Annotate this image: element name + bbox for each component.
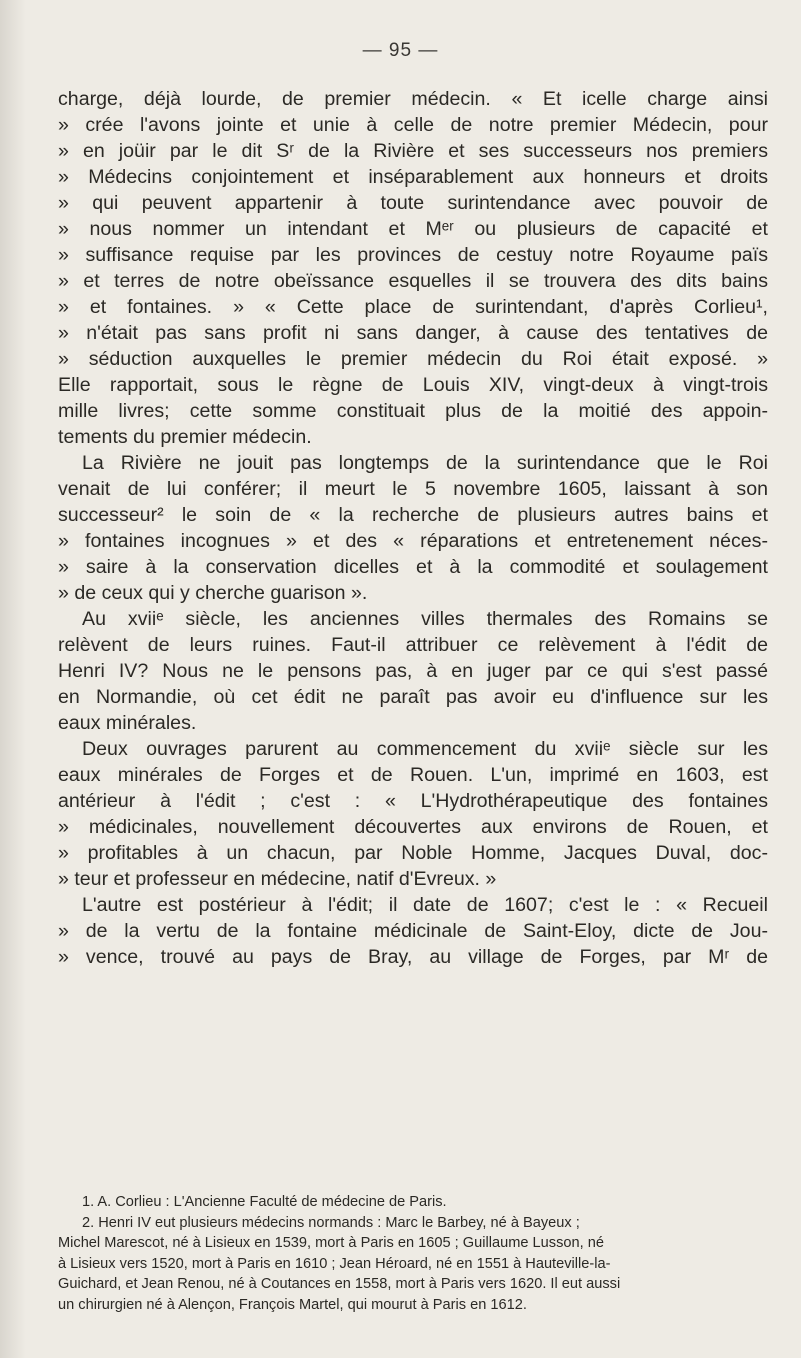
text-line: » séduction auxquelles le premier médecin du Roi était exposé. » [58, 348, 768, 370]
text-line: » crée l'avons jointe et unie à celle de notre premier Médecin, pour [58, 114, 768, 136]
text-line: Elle rapportait, sous le règne de Louis XIV, vingt-deux à vingt-trois [58, 374, 768, 396]
text-line: » teur et professeur en médecine, natif d'Evreux. » [58, 868, 497, 890]
text-line: relèvent de leurs ruines. Faut-il attribuer ce relèvement à l'édit de [58, 634, 768, 656]
text-line: » Médecins conjointement et inséparablement aux honneurs et droits [58, 166, 768, 188]
text-line: successeur² le soin de « la recherche de plusieurs autres bains et [58, 504, 768, 526]
text-line: » de la vertu de la fontaine médicinale de Saint-Eloy, dicte de Jou- [58, 920, 768, 942]
text-line: » et fontaines. » « Cette place de surintendant, d'après Corlieu¹, [58, 296, 768, 318]
text-line: eaux minérales de Forges et de Rouen. L'un, imprimé en 1603, est [58, 764, 768, 786]
text-line: » et terres de notre obeïssance esquelles il se trouvera des dits bains [58, 270, 768, 292]
text-line: » saire à la conservation dicelles et à la commodité et soulagement [58, 556, 768, 578]
text-line: » fontaines incognues » et des « réparations et entretenement néces- [58, 530, 768, 552]
text-line: venait de lui conférer; il meurt le 5 novembre 1605, laissant à son [58, 478, 768, 500]
text-line: » qui peuvent appartenir à toute surintendance avec pouvoir de [58, 192, 768, 214]
paragraph-start: Au xviiᵉ siècle, les anciennes villes thermales des Romains se [82, 608, 768, 630]
footnote-1: 1. A. Corlieu : L'Ancienne Faculté de médecine de Paris. [82, 1194, 447, 1210]
text-line: » suffisance requise par les provinces de cestuy notre Royaume païs [58, 244, 768, 266]
text-line: antérieur à l'édit ; c'est : « L'Hydrothérapeutique des fontaines [58, 790, 768, 812]
text-line: » de ceux qui y cherche guarison ». [58, 582, 368, 604]
footnote-line: à Lisieux vers 1520, mort à Paris en 1610 ; Jean Héroard, né en 1551 à Hauteville-la- [58, 1255, 611, 1272]
paragraph-start: La Rivière ne jouit pas longtemps de la surintendance que le Roi [82, 452, 768, 474]
text-line: » nous nommer un intendant et Mᵉʳ ou plusieurs de capacité et [58, 218, 768, 240]
text-line: » en joüir par le dit Sʳ de la Rivière et ses successeurs nos premiers [58, 140, 768, 162]
text-line: mille livres; cette somme constituait plus de la moitié des appoin- [58, 400, 768, 422]
text-line: en Normandie, où cet édit ne paraît pas avoir eu d'influence sur les [58, 686, 768, 708]
page-number: — 95 — [362, 40, 439, 61]
footnote-2: 2. Henri IV eut plusieurs médecins normands : Marc le Barbey, né à Bayeux ; [82, 1214, 580, 1231]
footnote-line: Guichard, et Jean Renou, né à Coutances en 1558, mort à Paris vers 1620. Il eut aussi [58, 1276, 621, 1292]
text-line: charge, déjà lourde, de premier médecin. « Et icelle charge ainsi [58, 88, 768, 110]
footnote-line: Michel Marescot, né à Lisieux en 1539, mort à Paris en 1605 ; Guillaume Lusson, né [58, 1235, 604, 1251]
text-line: Henri IV? Nous ne le pensons pas, à en juger par ce qui s'est passé [58, 660, 768, 682]
paragraph-start: Deux ouvrages parurent au commencement du xviiᵉ siècle sur les [82, 738, 768, 760]
text-line: tements du premier médecin. [58, 426, 312, 448]
text-line: » vence, trouvé au pays de Bray, au village de Forges, par Mʳ de [58, 946, 768, 968]
footnotes [58, 1192, 768, 1315]
binding-shadow [0, 0, 26, 1358]
text-line: » n'était pas sans profit ni sans danger, à cause des tentatives de [58, 322, 768, 344]
text-line: » médicinales, nouvellement découvertes aux environs de Rouen, et [58, 816, 768, 838]
text-line: eaux minérales. [58, 712, 197, 734]
paragraph-start: L'autre est postérieur à l'édit; il date de 1607; c'est le : « Recueil [82, 894, 768, 916]
text-line: » profitables à un chacun, par Noble Homme, Jacques Duval, doc- [58, 842, 768, 864]
body-text [58, 86, 768, 970]
footnote-line: un chirurgien né à Alençon, François Martel, qui mourut à Paris en 1612. [58, 1296, 527, 1313]
